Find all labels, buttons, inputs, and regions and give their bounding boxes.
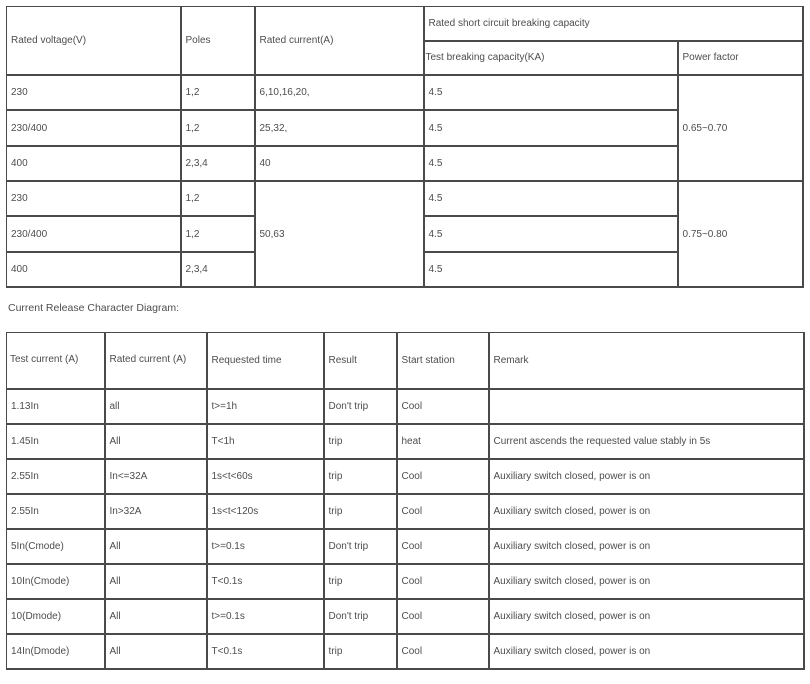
cell-rated-current: 6,10,16,20, <box>255 75 424 110</box>
spec-table <box>6 6 804 288</box>
cell-test-current: 1.45In <box>7 424 105 459</box>
header-result: Result <box>324 333 397 389</box>
cell-rated-current: 40 <box>255 146 424 181</box>
table-row <box>7 389 804 424</box>
cell-start-station: Cool <box>397 459 489 494</box>
table-row <box>7 181 803 216</box>
cell-result: trip <box>324 564 397 599</box>
cell-capacity: 4.5 <box>424 181 678 216</box>
cell-power-factor: 0.75~0.80 <box>678 181 803 287</box>
cell-voltage: 230 <box>7 75 181 110</box>
table-row <box>7 564 804 599</box>
cell-test-current: 1.13In <box>7 389 105 424</box>
cell-start-station: Cool <box>397 389 489 424</box>
cell-poles: 1,2 <box>181 216 255 251</box>
cell-rated-current: All <box>105 599 207 634</box>
header-test-breaking-capacity: Test breaking capacity(KA) <box>424 41 678 75</box>
cell-rated-current: In<=32A <box>105 459 207 494</box>
header-rated-current: Rated current(A) <box>255 7 424 76</box>
cell-result: trip <box>324 494 397 529</box>
cell-poles: 1,2 <box>181 181 255 216</box>
cell-rated-current: In>32A <box>105 494 207 529</box>
cell-result: trip <box>324 634 397 669</box>
table-row <box>7 494 804 529</box>
cell-requested-time: T<0.1s <box>207 634 324 669</box>
table-row <box>7 599 804 634</box>
cell-test-current: 5In(Cmode) <box>7 529 105 564</box>
cell-test-current: 10(Dmode) <box>7 599 105 634</box>
cell-requested-time: t>=1h <box>207 389 324 424</box>
cell-power-factor: 0.65~0.70 <box>678 75 803 181</box>
cell-remark: Auxiliary switch closed, power is on <box>489 634 804 669</box>
cell-requested-time: t>=0.1s <box>207 599 324 634</box>
cell-poles: 1,2 <box>181 110 255 145</box>
cell-voltage: 400 <box>7 146 181 181</box>
cell-result: Don't trip <box>324 599 397 634</box>
table-row <box>7 459 804 494</box>
header-rated-voltage: Rated voltage(V) <box>7 7 181 76</box>
release-table <box>6 332 805 670</box>
cell-start-station: heat <box>397 424 489 459</box>
header-rated-current: Rated current (A) <box>105 333 207 389</box>
cell-poles: 1,2 <box>181 75 255 110</box>
cell-start-station: Cool <box>397 564 489 599</box>
table-row <box>7 634 804 669</box>
header-poles: Poles <box>181 7 255 76</box>
cell-rated-current: All <box>105 634 207 669</box>
cell-remark: Auxiliary switch closed, power is on <box>489 599 804 634</box>
cell-capacity: 4.5 <box>424 146 678 181</box>
release-diagram-caption: Current Release Character Diagram: <box>8 302 179 314</box>
cell-result: trip <box>324 459 397 494</box>
cell-requested-time: t>=0.1s <box>207 529 324 564</box>
cell-test-current: 14In(Dmode) <box>7 634 105 669</box>
cell-start-station: Cool <box>397 634 489 669</box>
table-row <box>7 424 804 459</box>
cell-capacity: 4.5 <box>424 216 678 251</box>
cell-capacity: 4.5 <box>424 110 678 145</box>
cell-requested-time: 1s<t<120s <box>207 494 324 529</box>
cell-poles: 2,3,4 <box>181 146 255 181</box>
cell-remark: Auxiliary switch closed, power is on <box>489 529 804 564</box>
cell-capacity: 4.5 <box>424 252 678 287</box>
cell-start-station: Cool <box>397 599 489 634</box>
cell-rated-current: All <box>105 529 207 564</box>
cell-rated-current: 50,63 <box>255 181 424 287</box>
cell-voltage: 400 <box>7 252 181 287</box>
table-row <box>7 75 803 110</box>
cell-requested-time: T<0.1s <box>207 564 324 599</box>
cell-rated-current: 25,32, <box>255 110 424 145</box>
cell-poles: 2,3,4 <box>181 252 255 287</box>
header-breaking-capacity: Rated short circuit breaking capacity <box>424 7 803 41</box>
header-remark: Remark <box>489 333 804 389</box>
cell-remark: Auxiliary switch closed, power is on <box>489 459 804 494</box>
cell-test-current: 2.55In <box>7 494 105 529</box>
cell-result: Don't trip <box>324 529 397 564</box>
cell-voltage: 230 <box>7 181 181 216</box>
cell-requested-time: T<1h <box>207 424 324 459</box>
cell-result: Don't trip <box>324 389 397 424</box>
header-test-current: Test current (A) <box>7 333 105 389</box>
cell-remark: Auxiliary switch closed, power is on <box>489 494 804 529</box>
table-row <box>7 529 804 564</box>
cell-remark <box>489 389 804 424</box>
cell-voltage: 230/400 <box>7 216 181 251</box>
cell-result: trip <box>324 424 397 459</box>
cell-remark: Auxiliary switch closed, power is on <box>489 564 804 599</box>
cell-start-station: Cool <box>397 494 489 529</box>
header-start-station: Start station <box>397 333 489 389</box>
cell-voltage: 230/400 <box>7 110 181 145</box>
cell-requested-time: 1s<t<60s <box>207 459 324 494</box>
header-power-factor: Power factor <box>678 41 803 75</box>
cell-capacity: 4.5 <box>424 75 678 110</box>
cell-test-current: 10In(Cmode) <box>7 564 105 599</box>
cell-rated-current: All <box>105 424 207 459</box>
cell-rated-current: all <box>105 389 207 424</box>
cell-remark: Current ascends the requested value stably in 5s <box>489 424 804 459</box>
header-requested-time: Requested time <box>207 333 324 389</box>
cell-test-current: 2.55In <box>7 459 105 494</box>
cell-start-station: Cool <box>397 529 489 564</box>
cell-rated-current: All <box>105 564 207 599</box>
